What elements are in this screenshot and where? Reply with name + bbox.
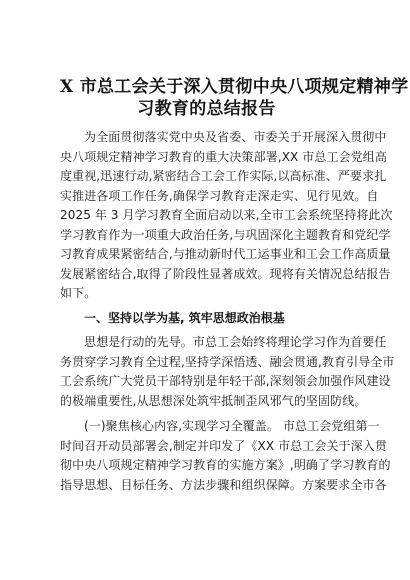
text-line: 务贯穿学习教育全过程,坚持学深悟透、融会贯通,教育引导全市 xyxy=(60,354,395,369)
text-line: 度重视,迅速行动,紧密结合工会工作实际,以高标准、严要求扎 xyxy=(60,169,387,183)
section-paragraph xyxy=(60,333,395,411)
text-line: 实推进各项工作任务,确保学习教育走深走实、见行见效。自 xyxy=(60,188,379,203)
text-line: 为全面贯彻落实党中央及省委、市委关于开展深入贯彻中 xyxy=(84,130,387,144)
text-line: 发展紧密结合,取得了阶段性显著成效。现将有关情况总结报告 xyxy=(60,266,391,281)
text-line: (一)聚焦核心内容,实现学习全覆盖。 市总工会党组第一 xyxy=(84,419,380,433)
text-line: 指导思想、目标任务、方法步骤和组织保障。方案要求全市各 xyxy=(60,477,387,492)
text-line: 工会系统广大党员干部特别是年轻干部,深刻领会加强作风建设 xyxy=(60,374,391,388)
intro-paragraph xyxy=(60,128,393,304)
subsection-paragraph xyxy=(60,417,391,495)
text-line: 彻中央八项规定精神学习教育的实施方案》,明确了学习教育的 xyxy=(60,458,391,472)
text-line: 2025 年 3 月学习教育全面启动以来,全市工会系统坚持将此次 xyxy=(60,208,393,222)
document-title xyxy=(60,76,409,120)
text-line: 时间召开动员部署会,制定并印发了《XX 市总工会关于深入贯 xyxy=(60,438,387,453)
title-line: 习教育的总结报告 xyxy=(137,99,276,119)
text-line: 央八项规定精神学习教育的重大决策部署,XX 市总工会党组高 xyxy=(60,149,387,164)
title-line: X 市总工会关于深入贯彻中央八项规定精神学 xyxy=(60,77,409,97)
text-line: 学习教育作为一项重大政治任务,与巩固深化主题教育和党纪学 xyxy=(60,227,391,242)
text-line: 如下。 xyxy=(60,286,97,300)
text-line: 的极端重要性,从思想深处筑牢抵制歪风邪气的坚固防线。 xyxy=(60,393,367,408)
section-heading: 一、坚持以学为基, 筑牢思想政治根基 xyxy=(84,310,285,325)
text-line: 习教育成果紧密结合,与推动新时代工运事业和工会工作高质量 xyxy=(60,247,391,261)
text-line: 思想是行动的先导。市总工会始终将理论学习作为首要任 xyxy=(84,335,387,349)
